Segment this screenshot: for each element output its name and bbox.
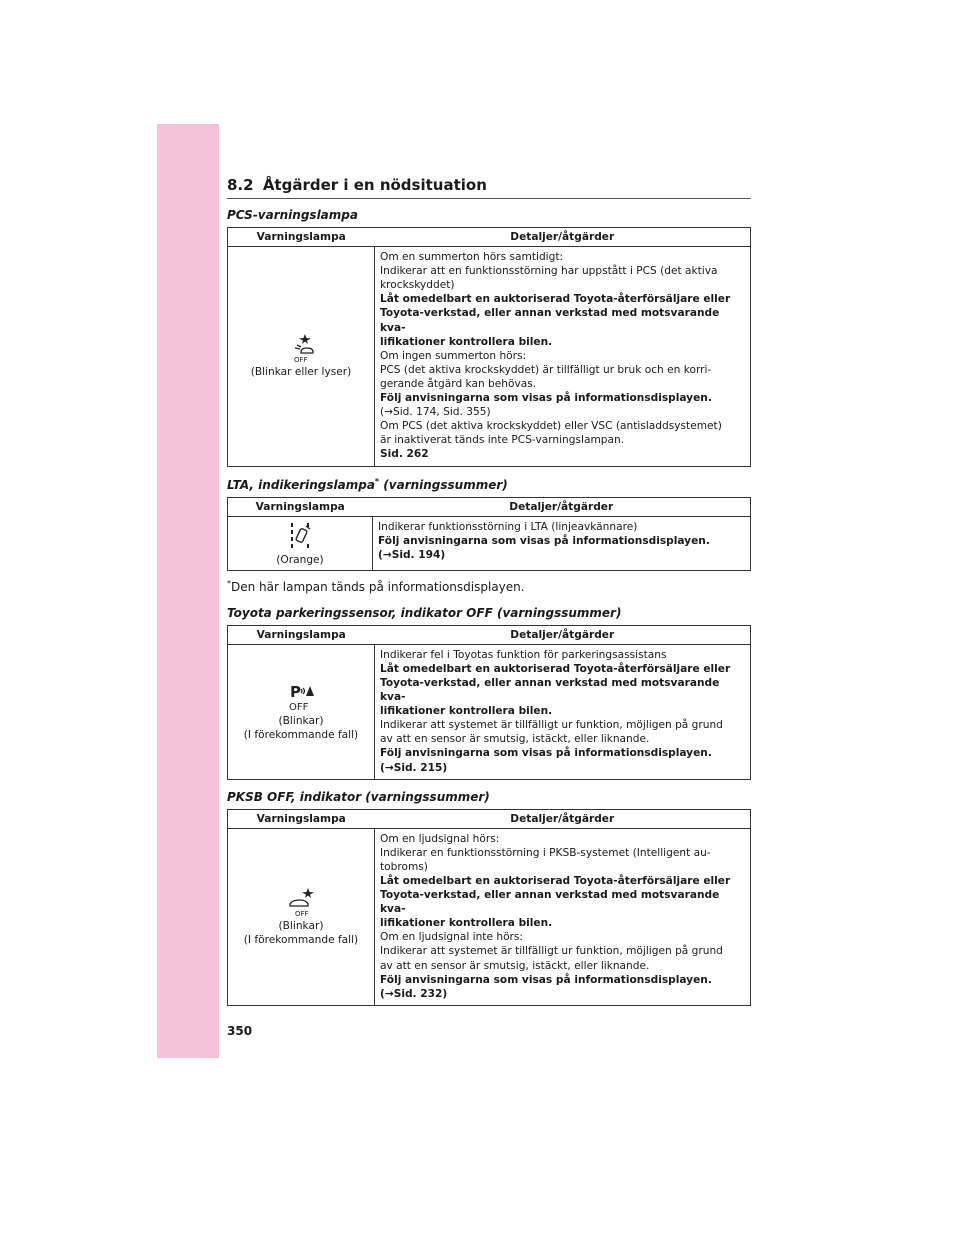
page-reference-link[interactable]: (→Sid. 232)	[380, 987, 448, 1000]
detail-line: lifikationer kontrollera bilen.	[380, 335, 553, 348]
lamp-cell	[228, 644, 375, 779]
lamp-cell	[228, 516, 373, 570]
column-header-lamp: Varningslampa	[228, 228, 375, 247]
detail-line: Indikerar att en funktionsstörning har uppstått i PCS (det aktiva	[380, 265, 718, 278]
detail-line: gerande åtgärd kan behövas.	[380, 377, 537, 390]
footnote-marker: *	[227, 578, 231, 588]
lamp-caption: (Blinkar)	[278, 919, 324, 932]
lta-icon	[286, 521, 314, 551]
details-cell	[373, 516, 751, 570]
section-number: 8.2	[227, 176, 254, 194]
svg-text:OFF: OFF	[294, 356, 308, 364]
pksb-off-icon	[286, 887, 316, 917]
detail-line: krockskyddet)	[380, 279, 455, 292]
detail-line: Om en ljudsignal inte hörs:	[380, 931, 523, 944]
pcs-off-icon	[287, 333, 315, 363]
column-header-lamp: Varningslampa	[228, 625, 375, 644]
svg-text:OFF: OFF	[289, 701, 309, 712]
column-header-details: Detaljer/åtgärder	[375, 625, 751, 644]
page-reference-link[interactable]: Sid. 262	[380, 448, 429, 461]
lamp-caption: (Blinkar)	[278, 714, 324, 727]
table-title-parking-sensor: Toyota parkeringssensor, indikator OFF (varningssummer)	[227, 605, 622, 620]
column-header-lamp: Varningslampa	[228, 497, 373, 516]
column-header-details: Detaljer/åtgärder	[373, 497, 751, 516]
detail-line: Toyota-verkstad, eller annan verkstad med motsvarande kva-	[380, 307, 720, 334]
table-parking-sensor	[227, 625, 751, 780]
details-cell	[375, 644, 751, 779]
table-pcs	[227, 227, 751, 467]
detail-line: Om en ljudsignal hörs:	[380, 832, 500, 845]
detail-line: Toyota-verkstad, eller annan verkstad med motsvarande kva-	[380, 889, 720, 916]
detail-line: Indikerar fel i Toyotas funktion för parkeringsassistans	[380, 648, 667, 661]
footnote-marker: *	[374, 476, 380, 486]
detail-line: Indikerar att systemet är tillfälligt ur funktion, möjligen på grund	[380, 719, 723, 732]
detail-line: lifikationer kontrollera bilen.	[380, 917, 553, 930]
detail-line: Indikerar att systemet är tillfälligt ur funktion, möjligen på grund	[380, 945, 723, 958]
table-title-lta	[227, 477, 751, 492]
detail-line: Om PCS (det aktiva krockskyddet) eller VSC (antisladdsystemet)	[380, 420, 722, 433]
footnote	[227, 579, 751, 594]
page-content	[227, 176, 751, 1016]
page-reference-link[interactable]: (→Sid. 194)	[378, 548, 446, 561]
svg-text:OFF: OFF	[295, 909, 309, 917]
detail-line: tobroms)	[380, 860, 428, 873]
detail-line: av att en sensor är smutsig, istäckt, eller liknande.	[380, 733, 650, 746]
table-title-pcs: PCS-varningslampa	[227, 208, 358, 222]
lamp-cell	[228, 247, 375, 466]
detail-line: Toyota-verkstad, eller annan verkstad med motsvarande kva-	[380, 676, 720, 704]
details-cell	[375, 828, 751, 1005]
section-header	[227, 176, 751, 199]
lamp-cell	[228, 828, 375, 1005]
table-title-pksb: PKSB OFF, indikator (varningssummer)	[227, 789, 490, 804]
detail-line: Följ anvisningarna som visas på informationsdisplayen.	[380, 392, 712, 405]
table-pksb	[227, 809, 751, 1006]
detail-line: av att en sensor är smutsig, istäckt, eller liknande.	[380, 959, 650, 972]
table-lta	[227, 497, 751, 571]
detail-line: Låt omedelbart en auktoriserad Toyota-återförsäljare eller	[380, 293, 731, 306]
detail-line: Låt omedelbart en auktoriserad Toyota-återförsäljare eller	[380, 662, 731, 675]
column-header-details: Detaljer/åtgärder	[375, 228, 751, 247]
detail-line: Indikerar en funktionsstörning i PKSB-systemet (Intelligent au-	[380, 846, 711, 859]
page-reference-link[interactable]: (→Sid. 215)	[380, 761, 448, 774]
detail-line: Om ingen summerton hörs:	[380, 349, 527, 362]
lamp-caption: (Blinkar eller lyser)	[250, 366, 352, 379]
table-title-suffix: (varningssummer)	[379, 477, 508, 492]
footnote-text: Den här lampan tänds på informationsdisplayen.	[231, 579, 525, 594]
details-cell	[375, 247, 751, 466]
detail-line: Följ anvisningarna som visas på informationsdisplayen.	[380, 747, 712, 760]
lamp-caption: (I förekommande fall)	[243, 933, 359, 946]
lamp-caption: (Orange)	[276, 553, 324, 566]
svg-text:P: P	[290, 682, 301, 701]
column-header-lamp: Varningslampa	[228, 809, 375, 828]
section-title: Åtgärder i en nödsituation	[262, 176, 487, 194]
page-number: 350	[227, 1024, 253, 1038]
detail-line: är inaktiverat tänds inte PCS-varningslampan.	[380, 434, 625, 447]
parking-sensor-off-icon	[284, 682, 318, 712]
detail-line: Följ anvisningarna som visas på informationsdisplayen.	[378, 534, 710, 547]
detail-line: PCS (det aktiva krockskyddet) är tillfälligt ur bruk och en korri-	[380, 363, 712, 376]
page-reference-link[interactable]: (→Sid. 174, Sid. 355)	[380, 406, 491, 419]
section-side-tab	[157, 124, 219, 1058]
table-title-text: LTA, indikeringslampa	[227, 477, 375, 492]
lamp-caption: (I förekommande fall)	[243, 728, 359, 741]
column-header-details: Detaljer/åtgärder	[375, 809, 751, 828]
detail-line: Låt omedelbart en auktoriserad Toyota-återförsäljare eller	[380, 875, 731, 887]
detail-line: Om en summerton hörs samtidigt:	[380, 251, 564, 264]
detail-line: Indikerar funktionsstörning i LTA (linjeavkännare)	[378, 520, 638, 533]
detail-line: Följ anvisningarna som visas på informationsdisplayen.	[380, 973, 712, 986]
detail-line: lifikationer kontrollera bilen.	[380, 705, 553, 718]
